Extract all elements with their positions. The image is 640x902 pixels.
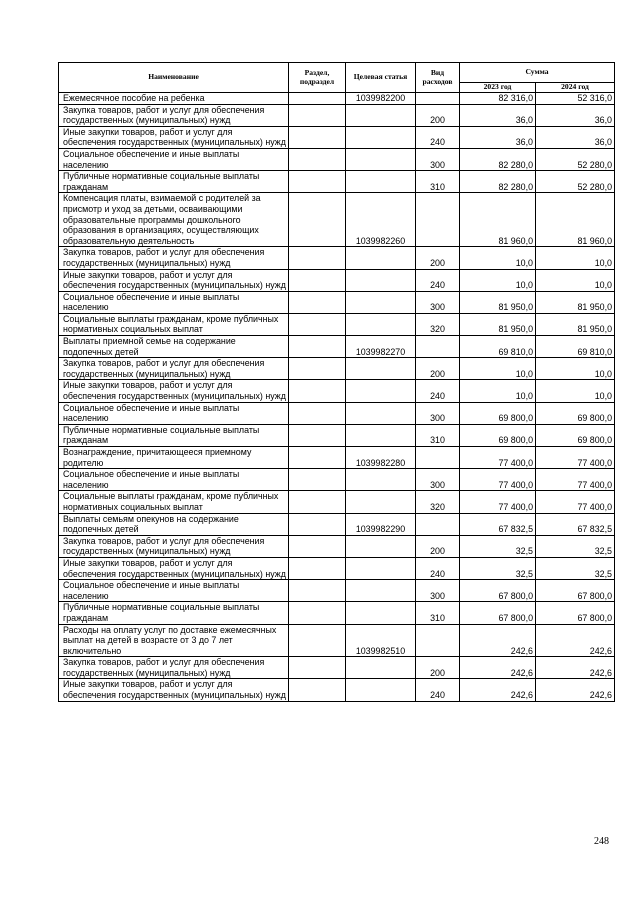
cell-2024: 69 810,0	[536, 336, 615, 358]
cell-2024: 32,5	[536, 535, 615, 557]
cell-type: 200	[416, 358, 460, 380]
page-number: 248	[594, 836, 609, 847]
cell-type: 240	[416, 380, 460, 402]
cell-section	[289, 602, 346, 624]
cell-type: 320	[416, 313, 460, 335]
cell-type: 310	[416, 171, 460, 193]
cell-target	[346, 313, 416, 335]
header-type: Вид расходов	[416, 63, 460, 93]
cell-2024: 69 800,0	[536, 424, 615, 446]
table-row	[59, 269, 615, 291]
cell-2023: 242,6	[460, 624, 536, 657]
cell-2024: 67 800,0	[536, 580, 615, 602]
cell-2024: 69 800,0	[536, 402, 615, 424]
cell-2023: 36,0	[460, 104, 536, 126]
cell-section	[289, 535, 346, 557]
cell-target: 1039982260	[346, 193, 416, 247]
table-row	[59, 380, 615, 402]
cell-target	[346, 402, 416, 424]
cell-target	[346, 171, 416, 193]
cell-2024: 10,0	[536, 380, 615, 402]
table-row	[59, 171, 615, 193]
cell-target	[346, 358, 416, 380]
table-row	[59, 358, 615, 380]
cell-target	[346, 380, 416, 402]
cell-2024: 77 400,0	[536, 469, 615, 491]
cell-2023: 67 832,5	[460, 513, 536, 535]
cell-name: Закупка товаров, работ и услуг для обеспечения государственных (муниципальных) нужд	[59, 247, 289, 269]
cell-2023: 67 800,0	[460, 602, 536, 624]
table-row	[59, 535, 615, 557]
cell-type: 200	[416, 657, 460, 679]
table-row	[59, 580, 615, 602]
cell-type	[416, 336, 460, 358]
cell-2023: 82 280,0	[460, 148, 536, 170]
budget-table	[58, 62, 615, 702]
cell-target	[346, 535, 416, 557]
cell-2023: 81 960,0	[460, 193, 536, 247]
cell-section	[289, 93, 346, 105]
cell-name: Закупка товаров, работ и услуг для обеспечения государственных (муниципальных) нужд	[59, 657, 289, 679]
cell-target	[346, 602, 416, 624]
cell-type: 320	[416, 491, 460, 513]
cell-target	[346, 557, 416, 579]
cell-2023: 10,0	[460, 358, 536, 380]
cell-name: Иные закупки товаров, работ и услуг для обеспечения государственных (муниципальных) нужд	[59, 557, 289, 579]
cell-target: 1039982280	[346, 447, 416, 469]
cell-name: Выплаты приемной семье на содержание подопечных детей	[59, 336, 289, 358]
cell-2024: 10,0	[536, 358, 615, 380]
cell-type: 300	[416, 291, 460, 313]
cell-2024: 10,0	[536, 247, 615, 269]
cell-type: 240	[416, 126, 460, 148]
cell-type: 300	[416, 402, 460, 424]
cell-name: Иные закупки товаров, работ и услуг для обеспечения государственных (муниципальных) нужд	[59, 126, 289, 148]
cell-2024: 77 400,0	[536, 491, 615, 513]
cell-type: 300	[416, 148, 460, 170]
cell-target: 1039982270	[346, 336, 416, 358]
cell-2024: 242,6	[536, 657, 615, 679]
cell-2023: 82 280,0	[460, 171, 536, 193]
table-row	[59, 93, 615, 105]
cell-2023: 242,6	[460, 679, 536, 701]
table-row	[59, 469, 615, 491]
cell-name: Закупка товаров, работ и услуг для обеспечения государственных (муниципальных) нужд	[59, 104, 289, 126]
cell-section	[289, 624, 346, 657]
cell-target: 1039982290	[346, 513, 416, 535]
cell-2024: 67 832,5	[536, 513, 615, 535]
table-row	[59, 513, 615, 535]
header-year-2024: 2024 год	[536, 83, 615, 93]
cell-name: Социальное обеспечение и иные выплаты населению	[59, 580, 289, 602]
cell-type: 300	[416, 580, 460, 602]
cell-target	[346, 247, 416, 269]
cell-section	[289, 424, 346, 446]
cell-name: Вознаграждение, причитающееся приемному родителю	[59, 447, 289, 469]
table-row	[59, 557, 615, 579]
table-row	[59, 104, 615, 126]
cell-name: Закупка товаров, работ и услуг для обеспечения государственных (муниципальных) нужд	[59, 358, 289, 380]
table-body	[59, 93, 615, 702]
table-header	[59, 63, 615, 93]
cell-section	[289, 557, 346, 579]
cell-section	[289, 104, 346, 126]
cell-name: Социальное обеспечение и иные выплаты населению	[59, 402, 289, 424]
cell-2024: 77 400,0	[536, 447, 615, 469]
cell-target: 1039982200	[346, 93, 416, 105]
cell-name: Закупка товаров, работ и услуг для обеспечения государственных (муниципальных) нужд	[59, 535, 289, 557]
cell-2023: 77 400,0	[460, 469, 536, 491]
table-row	[59, 291, 615, 313]
cell-target	[346, 580, 416, 602]
cell-target	[346, 491, 416, 513]
cell-type	[416, 193, 460, 247]
cell-target	[346, 269, 416, 291]
table-row	[59, 402, 615, 424]
cell-type: 240	[416, 679, 460, 701]
cell-target: 1039982510	[346, 624, 416, 657]
cell-name: Публичные нормативные социальные выплаты гражданам	[59, 424, 289, 446]
cell-2024: 52 280,0	[536, 171, 615, 193]
cell-name: Социальные выплаты гражданам, кроме публичных нормативных социальных выплат	[59, 313, 289, 335]
cell-section	[289, 679, 346, 701]
cell-section	[289, 358, 346, 380]
cell-section	[289, 291, 346, 313]
cell-target	[346, 679, 416, 701]
cell-section	[289, 380, 346, 402]
cell-name: Иные закупки товаров, работ и услуг для обеспечения государственных (муниципальных) нужд	[59, 679, 289, 701]
cell-section	[289, 336, 346, 358]
cell-name: Иные закупки товаров, работ и услуг для обеспечения государственных (муниципальных) нужд	[59, 380, 289, 402]
cell-type: 310	[416, 602, 460, 624]
cell-2024: 67 800,0	[536, 602, 615, 624]
cell-2024: 36,0	[536, 126, 615, 148]
cell-name: Выплаты семьям опекунов на содержание подопечных детей	[59, 513, 289, 535]
table-row	[59, 679, 615, 701]
cell-2024: 52 316,0	[536, 93, 615, 105]
cell-section	[289, 469, 346, 491]
cell-2024: 32,5	[536, 557, 615, 579]
cell-section	[289, 313, 346, 335]
cell-2023: 82 316,0	[460, 93, 536, 105]
cell-section	[289, 148, 346, 170]
cell-name: Иные закупки товаров, работ и услуг для обеспечения государственных (муниципальных) нужд	[59, 269, 289, 291]
cell-section	[289, 402, 346, 424]
cell-2024: 10,0	[536, 269, 615, 291]
cell-section	[289, 657, 346, 679]
cell-type	[416, 447, 460, 469]
cell-name: Компенсация платы, взимаемой с родителей за присмотр и уход за детьми, осваивающими образовательные программы дошкольного образования в организациях, осуществляющих образовательную деятельность	[59, 193, 289, 247]
cell-2023: 10,0	[460, 269, 536, 291]
table-row	[59, 447, 615, 469]
cell-section	[289, 447, 346, 469]
cell-2024: 52 280,0	[536, 148, 615, 170]
cell-name: Ежемесячное пособие на ребенка	[59, 93, 289, 105]
cell-target	[346, 657, 416, 679]
cell-name: Расходы на оплату услуг по доставке ежемесячных выплат на детей в возрасте от 3 до 7 лет включительно	[59, 624, 289, 657]
cell-2023: 69 800,0	[460, 424, 536, 446]
cell-2024: 36,0	[536, 104, 615, 126]
cell-type: 240	[416, 557, 460, 579]
cell-section	[289, 580, 346, 602]
cell-2024: 242,6	[536, 679, 615, 701]
cell-2023: 32,5	[460, 535, 536, 557]
cell-section	[289, 513, 346, 535]
table-row	[59, 424, 615, 446]
table-row	[59, 247, 615, 269]
table-row	[59, 491, 615, 513]
cell-2023: 77 400,0	[460, 491, 536, 513]
cell-2023: 10,0	[460, 380, 536, 402]
table-row	[59, 624, 615, 657]
table-row	[59, 602, 615, 624]
cell-target	[346, 104, 416, 126]
header-target: Целевая статья	[346, 63, 416, 93]
cell-name: Социальное обеспечение и иные выплаты населению	[59, 148, 289, 170]
cell-target	[346, 424, 416, 446]
cell-target	[346, 148, 416, 170]
cell-2023: 77 400,0	[460, 447, 536, 469]
table-row	[59, 126, 615, 148]
table-row	[59, 313, 615, 335]
cell-name: Социальное обеспечение и иные выплаты населению	[59, 291, 289, 313]
cell-2024: 81 950,0	[536, 291, 615, 313]
cell-section	[289, 247, 346, 269]
cell-type: 240	[416, 269, 460, 291]
cell-name: Публичные нормативные социальные выплаты гражданам	[59, 602, 289, 624]
cell-section	[289, 491, 346, 513]
cell-type: 310	[416, 424, 460, 446]
table-row	[59, 657, 615, 679]
cell-2023: 69 810,0	[460, 336, 536, 358]
cell-2023: 81 950,0	[460, 291, 536, 313]
cell-type: 200	[416, 247, 460, 269]
cell-target	[346, 469, 416, 491]
cell-target	[346, 126, 416, 148]
header-year-2023: 2023 год	[460, 83, 536, 93]
cell-type: 200	[416, 535, 460, 557]
cell-type	[416, 513, 460, 535]
table-row	[59, 148, 615, 170]
header-section: Раздел, подраздел	[289, 63, 346, 93]
table-row	[59, 336, 615, 358]
cell-2024: 81 960,0	[536, 193, 615, 247]
cell-section	[289, 171, 346, 193]
cell-type: 200	[416, 104, 460, 126]
cell-section	[289, 126, 346, 148]
cell-2023: 36,0	[460, 126, 536, 148]
cell-2024: 242,6	[536, 624, 615, 657]
cell-2024: 81 950,0	[536, 313, 615, 335]
table-row	[59, 193, 615, 247]
cell-name: Социальное обеспечение и иные выплаты населению	[59, 469, 289, 491]
cell-type: 300	[416, 469, 460, 491]
cell-2023: 10,0	[460, 247, 536, 269]
cell-2023: 32,5	[460, 557, 536, 579]
cell-2023: 242,6	[460, 657, 536, 679]
cell-name: Социальные выплаты гражданам, кроме публичных нормативных социальных выплат	[59, 491, 289, 513]
cell-2023: 81 950,0	[460, 313, 536, 335]
cell-name: Публичные нормативные социальные выплаты гражданам	[59, 171, 289, 193]
cell-section	[289, 269, 346, 291]
cell-2023: 67 800,0	[460, 580, 536, 602]
cell-type	[416, 93, 460, 105]
cell-section	[289, 193, 346, 247]
cell-target	[346, 291, 416, 313]
cell-2023: 69 800,0	[460, 402, 536, 424]
header-name: Наименование	[59, 63, 289, 93]
header-sum: Сумма	[460, 63, 615, 83]
cell-type	[416, 624, 460, 657]
